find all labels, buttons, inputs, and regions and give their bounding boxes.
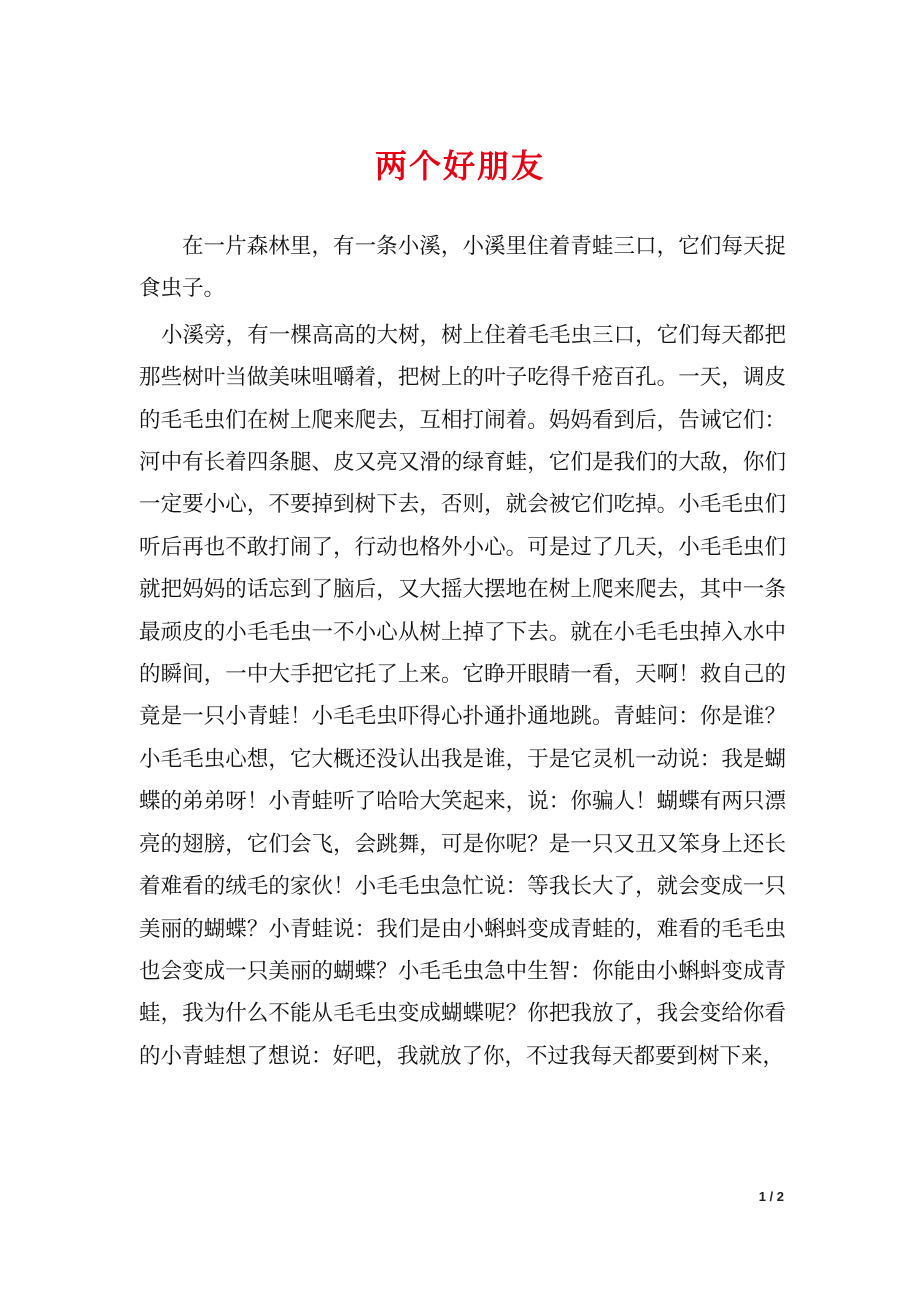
paragraph-2: 小溪旁，有一棵高高的大树，树上住着毛毛虫三口，它们每天都把那些树叶当做美味咀嚼着，把树上的叶子吃得千疮百孔。一天，调皮的毛毛虫们在树上爬来爬去，互相打闹着。妈妈看到后，告诫它们：河中有长着四条腿、皮又亮又滑的绿育蛙，它们是我们的大敌，你们一定要小心，不要掉到树下去，否则，就会被它们吃掉。小毛毛虫们听后再也不敢打闹了，行动也格外小心。可是过了几天，小毛毛虫们就把妈妈的话忘到了脑后，又大摇大摆地在树上爬来爬去，其中一条最顽皮的小毛毛虫一不小心从树上掉了下去。就在小毛毛虫掉入水中的瞬间，一中大手把它托了上来。它睁开眼睛一看，天啊！救自己的竟是一只小青蛙！小毛毛虫吓得心扑通扑通地跳。青蛙问：你是谁？小毛毛虫心想，它大概还没认出我是谁，于是它灵机一动说：我是蝴蝶的弟弟呀！小青蛙听了哈哈大笑起来，说：你骗人！蝴蝶有两只漂亮的翅膀，它们会飞，会跳舞，可是你呢？是一只又丑又笨身上还长着难看的绒毛的家伙！小毛毛虫急忙说：等我长大了，就会变成一只美丽的蝴蝶？小青蛙说：我们是由小蝌蚪变成青蛙的，难看的毛毛虫也会变成一只美丽的蝴蝶？小毛毛虫急中生智：你能由小蝌蚪变成青蛙，我为什么不能从毛毛虫变成蝴蝶呢？你把我放了，我会变给你看的小青蛙想了想说：好吧，我就放了你，不过我每天都要到树下来，: [139, 322, 786, 1069]
paragraph-1: 在一片森林里，有一条小溪，小溪里住着青蛙三口，它们每天捉食虫子。: [139, 234, 786, 302]
document-body: [139, 226, 786, 1078]
document-title: 两个好朋友: [374, 147, 545, 185]
page-number: 1 / 2: [758, 1189, 784, 1204]
